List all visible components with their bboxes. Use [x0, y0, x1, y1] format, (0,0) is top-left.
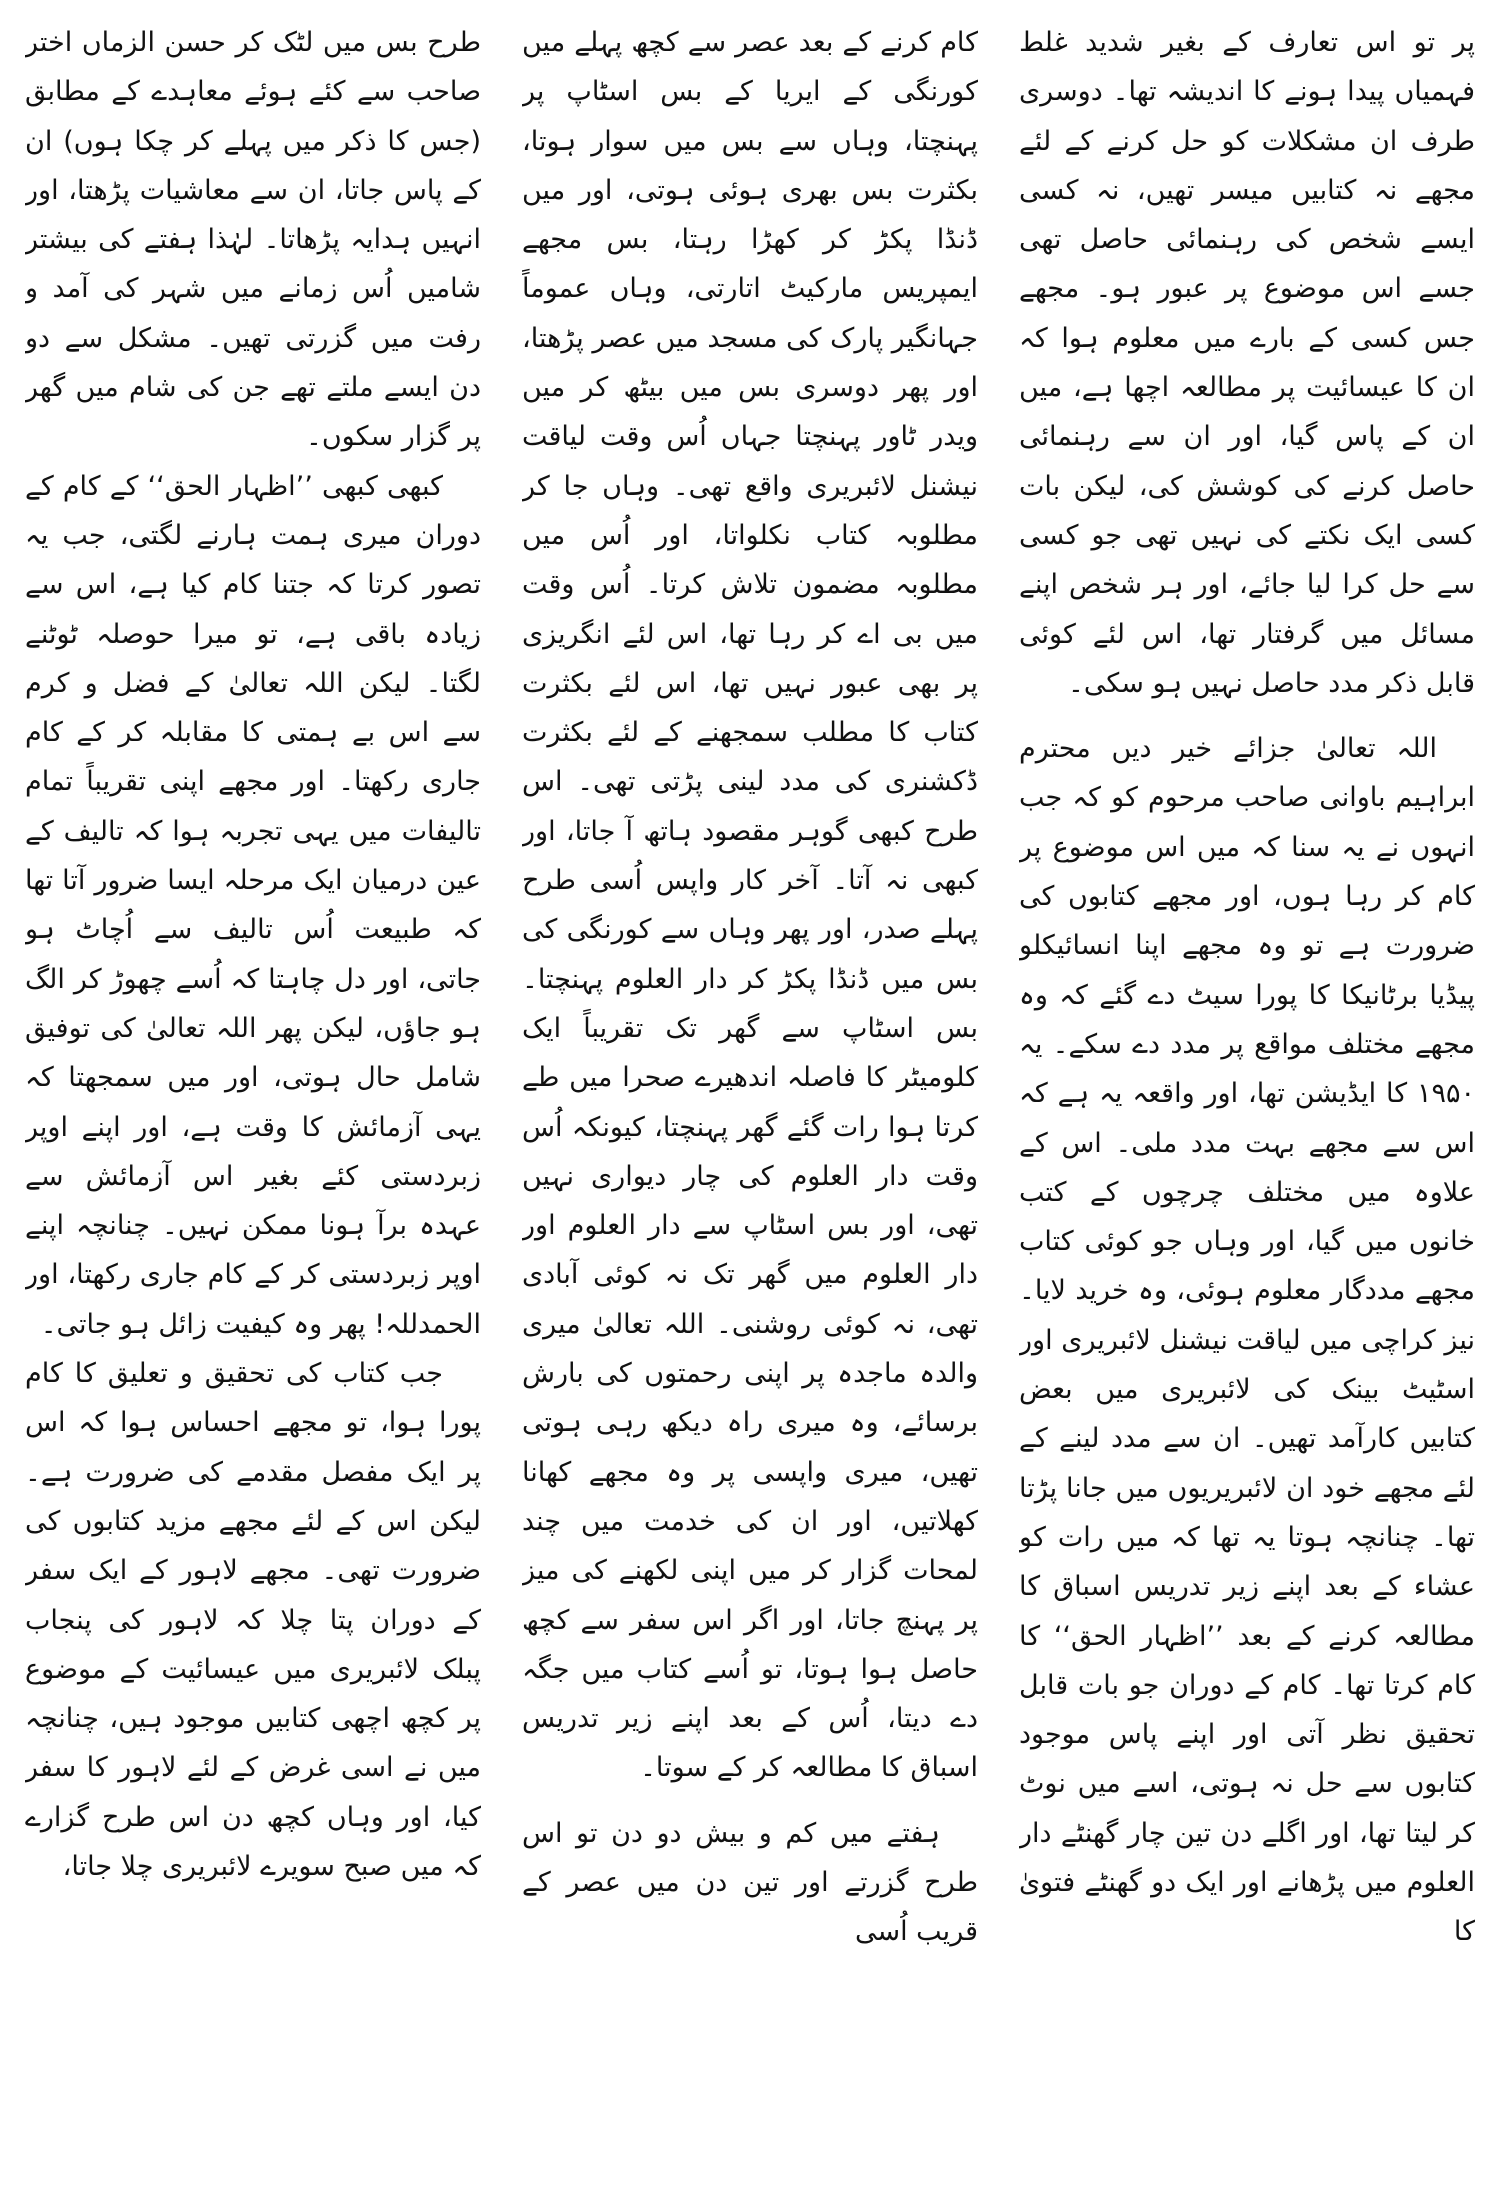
paragraph: کام کرنے کے بعد عصر سے کچھ پہلے میں کورنگی کے ایریا کے بس اسٹاپ پر پہنچتا، وہاں سے بس میں سوار ہوتا، بکثرت بس بھری ہوئی ہوتی، اور میں ڈنڈا پکڑ کر کھڑا رہتا، بس مجھے ایمپریس مارکیٹ اتارتی، وہاں عموماً جہانگیر پارک کی مسجد میں عصر پڑھتا، اور پھر دوسری بس میں بیٹھ کر میں ویدر ٹاور پہنچتا جہاں اُس وقت لیاقت نیشنل لائبریری واقع تھی۔ وہاں جا کر مطلوبہ کتاب نکلواتا، اور اُس میں مطلوبہ مضمون تلاش کرتا۔ اُس وقت میں بی اے کر رہا تھا، اس لئے انگریزی پر بھی عبور نہیں تھا، اس لئے بکثرت کتاب کا مطلب سمجھنے کے لئے بکثرت ڈکشنری کی مدد لینی پڑتی تھی۔ اس طرح کبھی گوہر مقصود ہاتھ آ جاتا، اور کبھی نہ آتا۔ آخر کار واپس اُسی طرح پہلے صدر، اور پھر وہاں سے کورنگی کی بس میں ڈنڈا پکڑ کر دار العلوم پہنچتا۔ بس اسٹاپ سے گھر تک تقریباً ایک کلومیٹر کا فاصلہ اندھیرے صحرا میں طے کرتا ہوا رات گئے گھر پہنچتا، کیونکہ اُس وقت دار العلوم کی چار دیواری نہیں تھی، اور بس اسٹاپ سے دار العلوم اور دار العلوم میں گھر تک نہ کوئی آبادی تھی، نہ کوئی روشنی۔ اللہ تعالیٰ میری والدہ ماجدہ پر اپنی رحمتوں کی بارش برسائے، وہ میری راہ دیکھ رہی ہوتی تھیں، میری واپسی پر وہ مجھے کھانا کھلاتیں، اور ان کی خدمت میں چند لمحات گزار کر میں اپنی لکھنے کی میز پر پہنچ جاتا، اور اگر اس سفر سے کچھ حاصل ہوا ہوتا، تو اُسے کتاب میں جگہ دے دیتا، اُس کے بعد اپنے زیر تدریس اسباق کا مطالعہ کر کے سوتا۔ [522, 27, 978, 1784]
paragraph: اللہ تعالیٰ جزائے خیر دیں محترم ابراہیم باوانی صاحب مرحوم کو کہ جب انہوں نے یہ سنا کہ میں اس موضوع پر کام کر رہا ہوں، اور مجھے کتابوں کی ضرورت ہے تو وہ مجھے اپنا انسائیکلو پیڈیا برٹانیکا کا پورا سیٹ دے گئے کہ وہ مجھے مختلف مواقع پر مدد دے سکے۔ یہ ۱۹۵۰ کا ایڈیشن تھا، اور واقعہ یہ ہے کہ اس سے مجھے بہت مدد ملی۔ اس کے علاوہ میں مختلف چرچوں کے کتب خانوں میں گیا، اور وہاں جو کوئی کتاب مجھے مددگار معلوم ہوئی، وہ خرید لایا۔ نیز کراچی میں لیاقت نیشنل لائبریری اور اسٹیٹ بینک کی لائبریری میں بعض کتابیں کارآمد تھیں۔ ان سے مدد لینے کے لئے مجھے خود ان لائبریریوں میں جانا پڑتا تھا۔ چنانچہ ہوتا یہ تھا کہ میں رات کو عشاء کے بعد اپنے زیر تدریس اسباق کا مطالعہ کرنے کے بعد ’’اظہار الحق‘‘ کا کام کرتا تھا۔ کام کے دوران جو بات قابل تحقیق نظر آتی اور اپنے پاس موجود کتابوں سے حل نہ ہوتی، اسے میں نوٹ کر لیتا تھا، اور اگلے دن تین چار گھنٹے دار العلوم میں پڑھانے اور ایک دو گھنٹے فتویٰ کا [1019, 733, 1475, 1948]
text-column-right [1019, 18, 1475, 2188]
text-column-left [25, 18, 481, 2188]
paragraph: پر تو اس تعارف کے بغیر شدید غلط فہمیاں پیدا ہونے کا اندیشہ تھا۔ دوسری طرف ان مشکلات کو حل کرنے کے لئے مجھے نہ کتابیں میسر تھیں، نہ کسی ایسے شخص کی رہنمائی حاصل تھی جسے اس موضوع پر عبور ہو۔ مجھے جس کسی کے بارے میں معلوم ہوا کہ ان کا عیسائیت پر مطالعہ اچھا ہے، میں ان کے پاس گیا، اور ان سے رہنمائی حاصل کرنے کی کوشش کی، لیکن بات کسی ایک نکتے کی نہیں تھی جو کسی سے حل کرا لیا جائے، اور ہر شخص اپنے مسائل میں گرفتار تھا، اس لئے کوئی قابل ذکر مدد حاصل نہیں ہو سکی۔ [1019, 27, 1475, 699]
book-page [25, 18, 1475, 2188]
text-column-middle [522, 18, 978, 2188]
paragraph: ہفتے میں کم و بیش دو دن تو اس طرح گزرتے اور تین دن میں عصر کے قریب اُسی [522, 1817, 978, 1948]
paragraph: کبھی کبھی ’’اظہار الحق‘‘ کے کام کے دوران میری ہمت ہارنے لگتی، جب یہ تصور کرتا کہ جتنا کام کیا ہے، اس سے زیادہ باقی ہے، تو میرا حوصلہ ٹوٹنے لگتا۔ لیکن اللہ تعالیٰ کے فضل و کرم سے اس بے ہمتی کا مقابلہ کر کے کام جاری رکھتا۔ اور مجھے اپنی تقریباً تمام تالیفات میں یہی تجربہ ہوا کہ تالیف کے عین درمیان ایک مرحلہ ایسا ضرور آتا تھا کہ طبیعت اُس تالیف سے اُچاٹ ہو جاتی، اور دل چاہتا کہ اُسے چھوڑ کر الگ ہو جاؤں، لیکن پھر اللہ تعالیٰ کی توفیق شامل حال ہوتی، اور میں سمجھتا کہ یہی آزمائش کا وقت ہے، اور اپنے اوپر زبردستی کئے بغیر اس آزمائش سے عہدہ برآ ہونا ممکن نہیں۔ چنانچہ اپنے اوپر زبردستی کر کے کام جاری رکھتا، اور الحمدللہ! پھر وہ کیفیت زائل ہو جاتی۔ [25, 470, 481, 1340]
paragraph: طرح بس میں لٹک کر حسن الزماں اختر صاحب سے کئے ہوئے معاہدے کے مطابق (جس کا ذکر میں پہلے کر چکا ہوں) ان کے پاس جاتا، ان سے معاشیات پڑھتا، اور انہیں ہدایہ پڑھاتا۔ لہٰذا ہفتے کی بیشتر شامیں اُس زمانے میں شہر کی آمد و رفت میں گزرتی تھیں۔ مشکل سے دو دن ایسے ملتے تھے جن کی شام میں گھر پر گزار سکوں۔ [25, 27, 481, 453]
paragraph: جب کتاب کی تحقیق و تعلیق کا کام پورا ہوا، تو مجھے احساس ہوا کہ اس پر ایک مفصل مقدمے کی ضرورت ہے۔ لیکن اس کے لئے مجھے مزید کتابوں کی ضرورت تھی۔ مجھے لاہور کے ایک سفر کے دوران پتا چلا کہ لاہور کی پنجاب پبلک لائبریری میں عیسائیت کے موضوع پر کچھ اچھی کتابیں موجود ہیں، چنانچہ میں نے اسی غرض کے لئے لاہور کا سفر کیا، اور وہاں کچھ دن اس طرح گزارے کہ میں صبح سویرے لائبریری چلا جاتا، [25, 1358, 481, 1882]
